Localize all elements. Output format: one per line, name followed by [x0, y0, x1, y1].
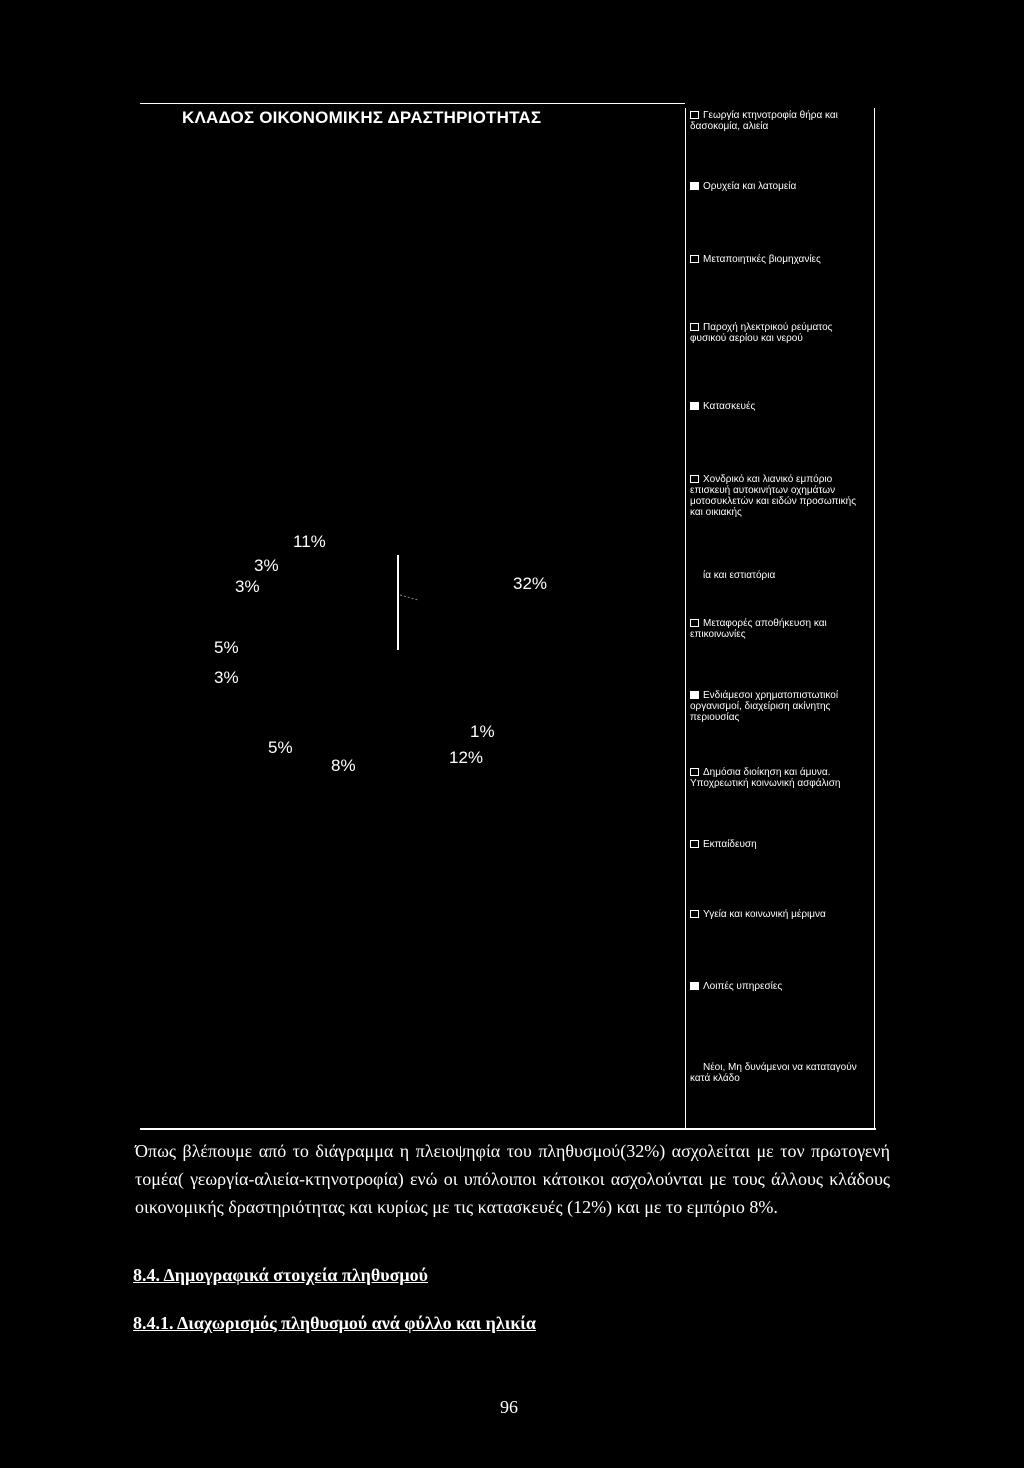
pie-slice-label: 3%	[214, 668, 239, 687]
section-heading-8-4-1: 8.4.1. Διαχωρισμός πληθυσμού ανά φύλλο και ηλικία	[133, 1313, 536, 1333]
pie-slice-label: 12%	[449, 748, 484, 767]
legend-swatch	[690, 768, 699, 776]
legend-item	[690, 570, 870, 581]
legend-item	[690, 1062, 870, 1084]
page-number: 96	[500, 1397, 518, 1417]
legend-swatch	[690, 255, 699, 263]
legend-item	[690, 839, 870, 850]
chart-frame-bottom	[140, 1128, 876, 1130]
legend-label: Λοιπές υπηρεσίες	[703, 981, 783, 992]
legend-item	[690, 401, 870, 412]
legend-label: Μεταποιητικές βιομηχανίες	[703, 254, 821, 265]
pie-slice-label: 1%	[470, 722, 495, 741]
legend-swatch	[690, 111, 699, 119]
pie-slice-label: 3%	[235, 577, 260, 596]
section-heading-8-4: 8.4. Δημογραφικά στοιχεία πληθυσμού	[133, 1265, 428, 1285]
pie-slice-label: 8%	[331, 756, 356, 775]
legend-swatch	[690, 691, 699, 699]
legend-swatch	[690, 475, 699, 483]
legend-item	[690, 254, 870, 265]
legend-swatch	[690, 182, 699, 190]
legend-label: Γεωργία κτηνοτροφία θήρα και δασοκομία, αλιεία	[690, 110, 838, 132]
pie-slice-label: 11%	[293, 532, 326, 551]
legend-label: Υγεία και κοινωνική μέριμνα	[703, 909, 826, 920]
legend-label: Παροχή ηλεκτρικού ρεύματος φυσικού αερίου και νερού	[690, 322, 833, 344]
legend-swatch	[690, 910, 699, 918]
pie-slice-label: 5%	[268, 738, 293, 757]
legend-item	[690, 690, 870, 723]
pie-slice-label: 3%	[254, 556, 279, 575]
legend-swatch	[690, 323, 699, 331]
chart-frame-top	[140, 103, 685, 104]
legend-item	[690, 618, 870, 640]
legend-label: Ορυχεία και λατομεία	[703, 181, 797, 192]
legend-item	[690, 181, 870, 192]
legend-label: Εκπαίδευση	[703, 839, 757, 850]
pie-line-fade	[400, 595, 418, 600]
legend-item	[690, 767, 870, 789]
body-paragraph: Όπως βλέπουμε από το διάγραμμα η πλειοψηφία του πληθυσμού(32%) ασχολείται με τον πρωτογενή τομέα( γεωργία-αλιεία-κτηνοτροφία) ενώ οι υπόλοιποι κάτοικοι ασχολούνται με τους άλλους κλάδους οικονομικής δραστηριότητας και κυρίως με τις κατασκευές (12%) και με το εμπόριο 8%.	[135, 1141, 890, 1217]
legend-label: ία και εστιατόρια	[703, 570, 776, 581]
chart-title: ΚΛΑΔΟΣ ΟΙΚΟΝΟΜΙΚΗΣ ΔΡΑΣΤΗΡΙΟΤΗΤΑΣ	[182, 108, 542, 127]
legend-label: Ενδιάμεσοι χρηματοπιστωτικοί οργανισμοί, διαχείριση ακίνητης περιουσίας	[690, 690, 839, 723]
legend-label: Χονδρικό και λιανικό εμπόριο επισκευή αυτοκινήτων οχημάτων μοτοσυκλετών και ειδών προσωπικής και οικιακής	[690, 474, 857, 518]
legend-item	[690, 909, 870, 920]
legend-label: Δημόσια διοίκηση και άμυνα. Υποχρεωτική κοινωνική ασφάλιση	[690, 767, 841, 789]
legend-item	[690, 474, 870, 518]
legend-item	[690, 322, 870, 344]
pie-slice-label: 5%	[214, 638, 239, 657]
legend-item	[690, 981, 870, 992]
legend-swatch	[690, 402, 699, 410]
pie-slice-label: 32%	[513, 574, 548, 593]
legend-swatch	[690, 840, 699, 848]
legend-label: Κατασκευές	[703, 401, 756, 412]
legend-swatch	[690, 619, 699, 627]
legend-label: Νέοι, Μη δυνάμενοι να καταταγούν κατά κλάδο	[690, 1062, 857, 1084]
legend-label: Μεταφορές αποθήκευση και επικοινωνίες	[690, 618, 827, 640]
legend-item	[690, 110, 870, 132]
legend-swatch	[690, 982, 699, 990]
